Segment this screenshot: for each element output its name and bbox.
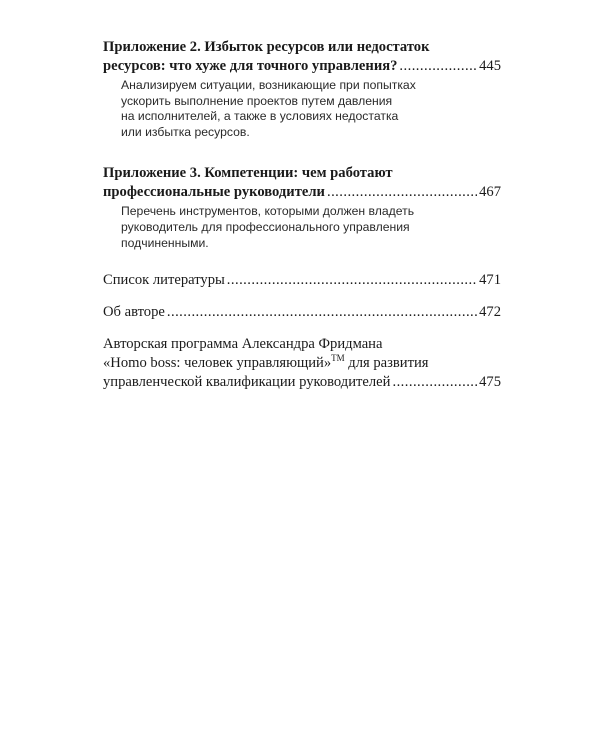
trademark-mark: TM: [331, 353, 345, 364]
description-line: Перечень инструментов, которыми должен владеть: [121, 204, 415, 219]
page-number: 445: [479, 58, 501, 74]
page-number: 472: [479, 304, 501, 321]
dot-leader: [392, 373, 477, 392]
description-line: на исполнителей, а также в условиях недостатка: [121, 109, 399, 124]
description-line: Анализируем ситуации, возникающие при попытках: [121, 78, 416, 92]
toc-entry-description: [121, 78, 501, 140]
program-name: «Homo boss: человек управляющий»: [103, 355, 332, 372]
toc-entry-about-author[interactable]: [103, 303, 501, 322]
description-line: или избытка ресурсов.: [121, 124, 250, 139]
toc-entry-appendix-2[interactable]: [103, 38, 501, 140]
toc-entry-title: [103, 38, 501, 76]
dot-leader: [399, 57, 477, 76]
table-of-contents: [103, 38, 501, 392]
toc-entry-title: [103, 164, 501, 202]
dot-leader: [227, 271, 477, 290]
toc-title-line: Приложение 3. Компетенции: чем работают: [103, 165, 393, 182]
toc-title-line: профессиональные руководители: [103, 184, 325, 201]
toc-entry-appendix-3[interactable]: [103, 164, 501, 251]
description-line: руководитель для профессионального управления: [121, 219, 410, 234]
toc-entry-author-program[interactable]: [103, 335, 501, 392]
page-number: 471: [479, 272, 501, 289]
toc-title-line: [103, 354, 501, 373]
toc-entry-title: [103, 335, 501, 392]
toc-leader-line: [103, 183, 501, 202]
program-suffix: для развития: [344, 355, 429, 372]
page-number: 475: [479, 374, 501, 391]
dot-leader: [327, 183, 477, 202]
page-number: 467: [479, 184, 501, 201]
toc-entry-bibliography[interactable]: [103, 271, 501, 290]
description-line: ускорить выполнение проектов путем давления: [121, 93, 393, 108]
toc-leader-line: [103, 57, 501, 76]
toc-title-line: Приложение 2. Избыток ресурсов или недостаток: [103, 39, 430, 55]
toc-title-line: Об авторе: [103, 304, 165, 321]
toc-leader-line: [103, 271, 501, 290]
toc-title-line: ресурсов: что хуже для точного управления?: [103, 58, 398, 74]
dot-leader: [167, 303, 477, 322]
toc-title-line: управленческой квалификации руководителей: [103, 374, 391, 391]
toc-leader-line: [103, 303, 501, 322]
toc-entry-title: [103, 271, 501, 290]
toc-leader-line: [103, 373, 501, 392]
toc-title-line: Список литературы: [103, 272, 225, 289]
description-line: подчиненными.: [121, 235, 209, 250]
toc-entry-description: [121, 204, 501, 251]
toc-entry-title: [103, 303, 501, 322]
toc-title-line: Авторская программа Александра Фридмана: [103, 336, 383, 353]
